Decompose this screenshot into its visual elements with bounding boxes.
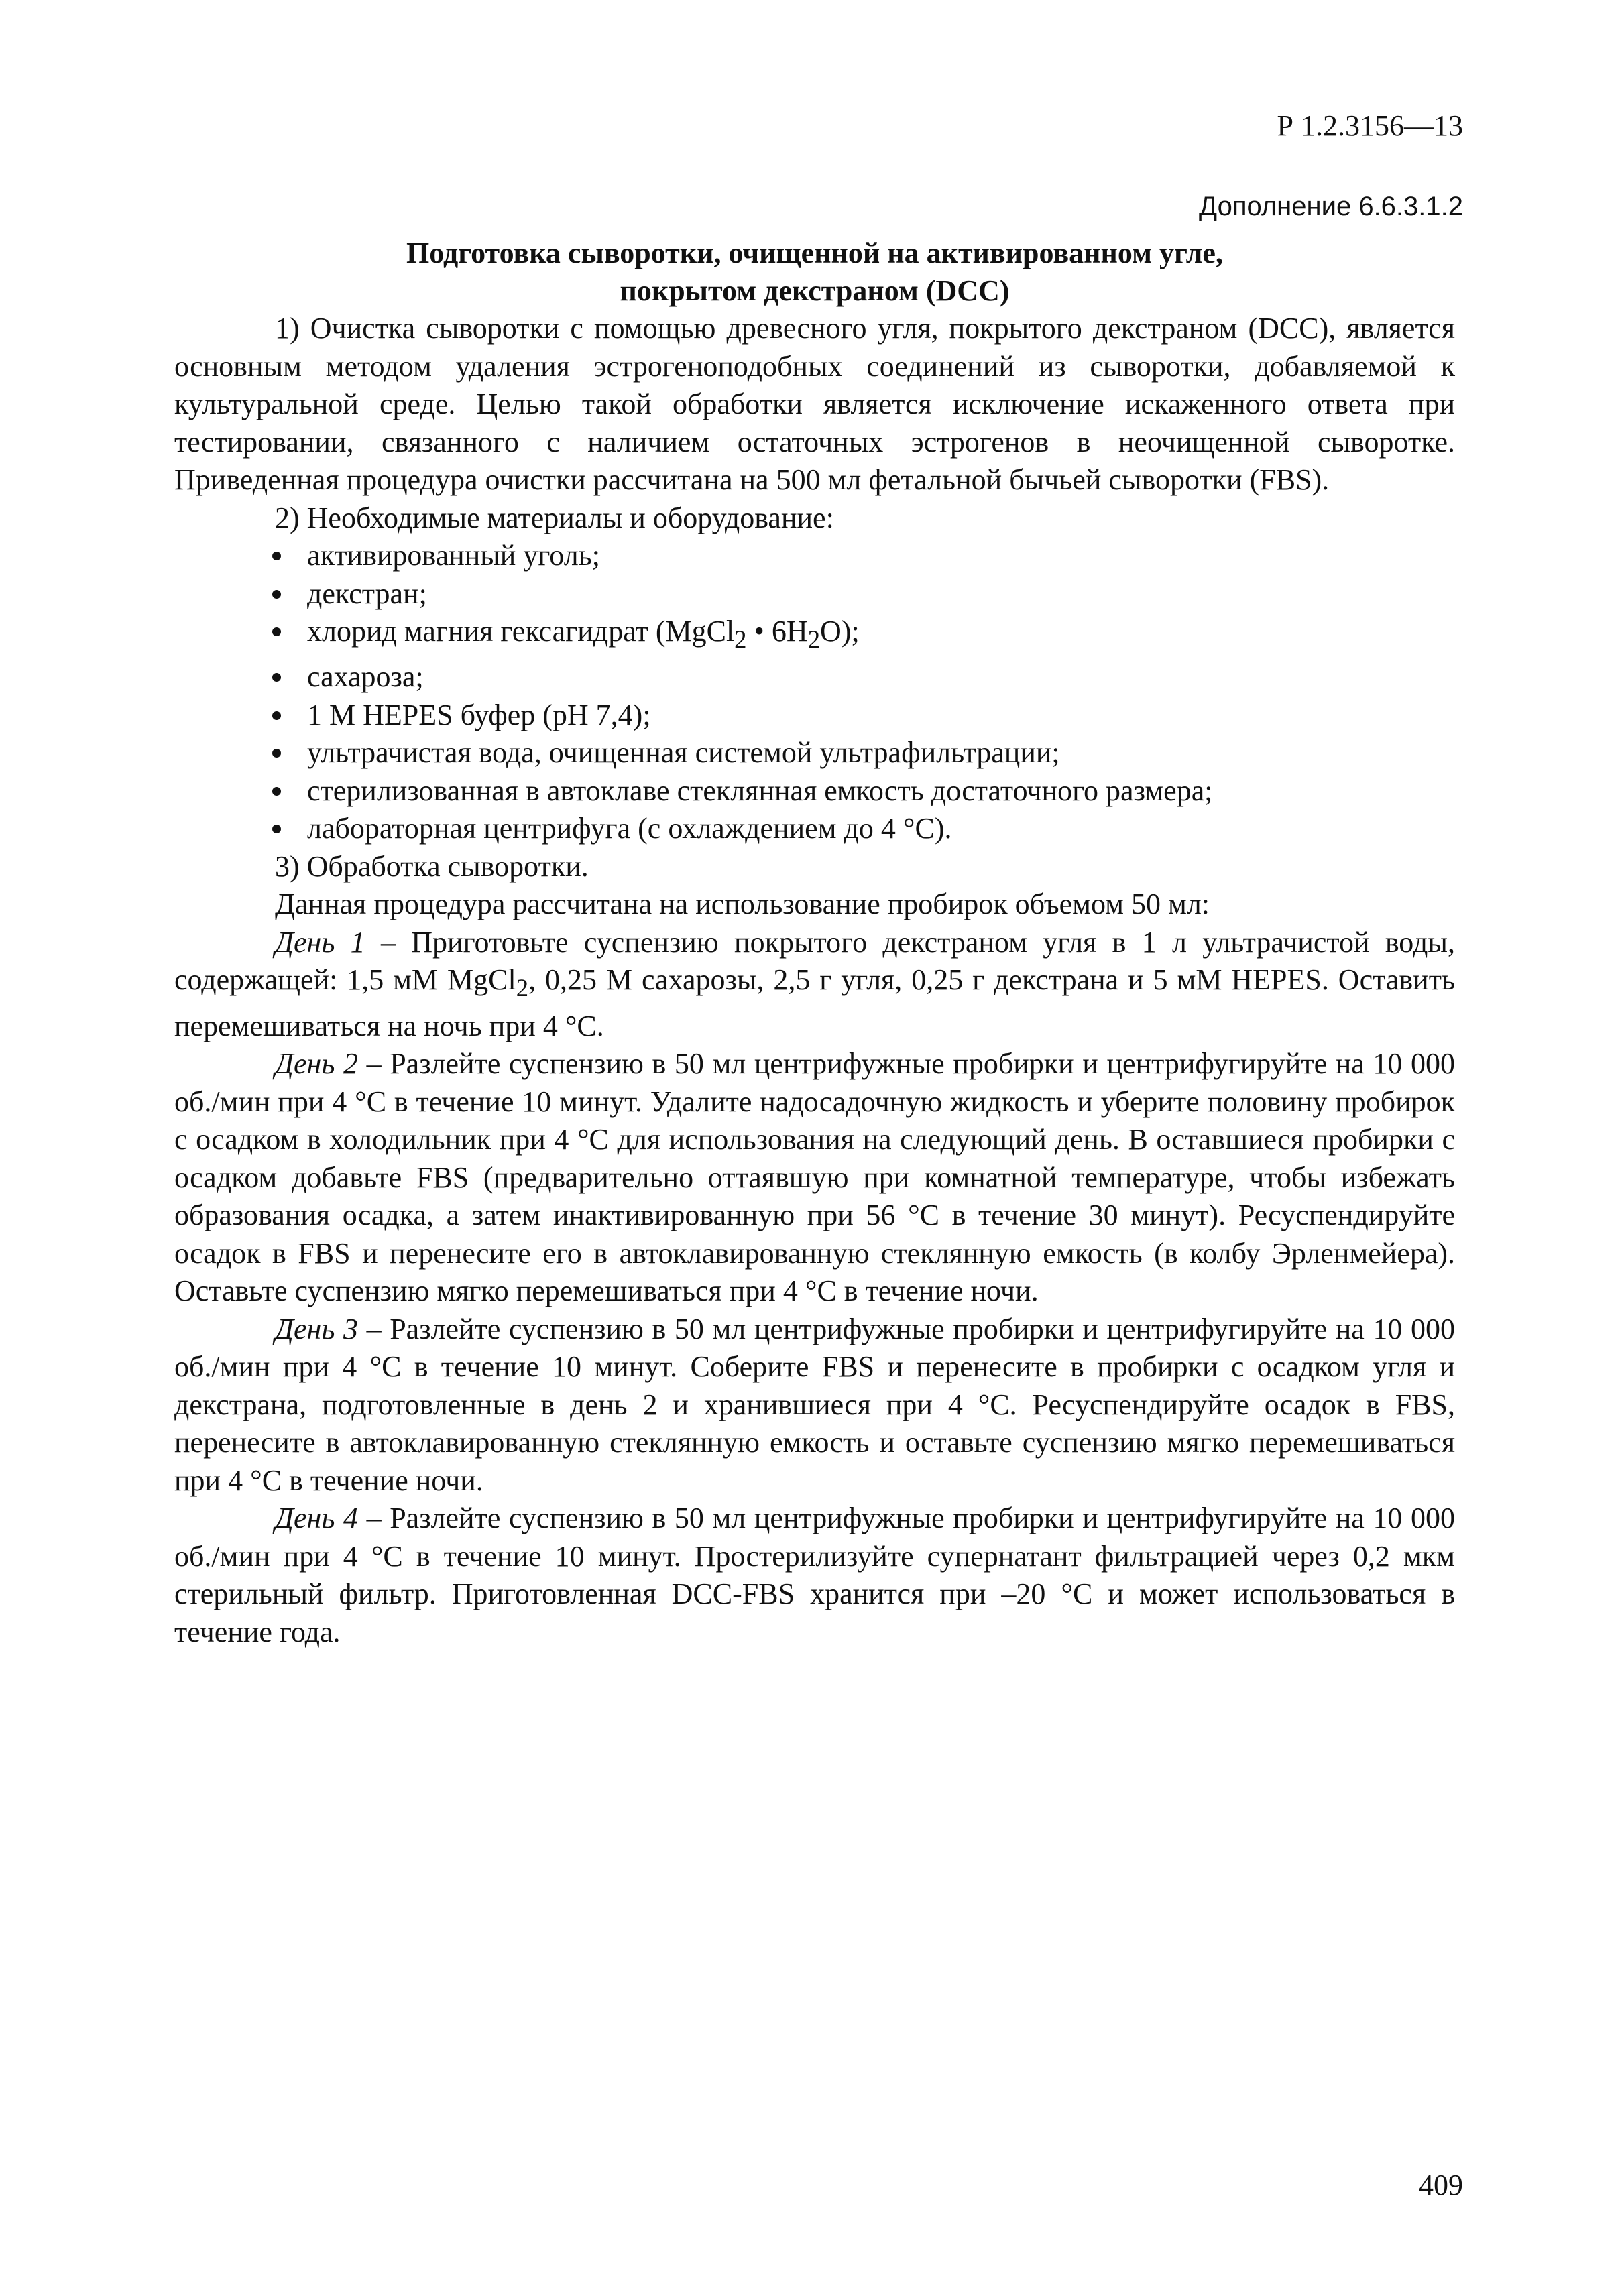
day-3-paragraph: День 3 – Разлейте суспензию в 50 мл центрифужные пробирки и центрифугируйте на 10 000 об./мин при 4 °C в течение 10 минут. Соберите FBS и перенесите в пробирки с осадком угля и декстрана, подготовленные в день 2 и хранившиеся при 4 °C. Ресуспендируйте осадок в FBS, перенесите в автоклавированную стеклянную емкость и оставьте суспензию мягко перемешиваться при 4 °C в течение ночи. [174,1312,1456,1497]
day-label: День 1 [275,925,365,959]
list-item: ультрачистая вода, очищенная системой ультрафильтрации; [307,736,1060,770]
title-line-2: покрытом декстраном (DCC) [620,274,1010,307]
document-body [174,310,1455,1651]
list-item: 1 М HEPES буфер (pH 7,4); [307,698,651,731]
materials-list [174,537,1455,848]
day-label: День 4 [275,1502,358,1535]
list-item: лабораторная центрифуга (с охлаждением до 4 °C). [307,812,952,845]
paragraph-purpose: 1) Очистка сыворотки с помощью древесного угля, покрытого декстраном (DCC), является основным методом удаления эстрогеноподобных соединений из сыворотки, добавляемой к культуральной среде. Целью такой обработки является исключение искаженного ответа при тестировании, связанного с наличием остаточных эстрогенов в неочищенной сыворотке. Приведенная процедура очистки рассчитана на 500 мл фетальной бычьей сыворотки (FBS). [174,312,1455,496]
list-item: декстран; [307,577,427,610]
day-label: День 3 [275,1312,358,1345]
processing-intro: Данная процедура рассчитана на использование пробирок объемом 50 мл: [275,888,1210,921]
day-4-paragraph: День 4 – Разлейте суспензию в 50 мл центрифужные пробирки и центрифугируйте на 10 000 об./мин при 4 °C в течение 10 минут. Простерилизуйте супернатант фильтрацией через 0,2 мкм стерильный фильтр. Приготовленная DCC-FBS хранится при –20 °C и может использоваться в течение года. [174,1502,1456,1648]
page-number: 409 [1419,2169,1463,2201]
title-line-1: Подготовка сыворотки, очищенной на активированном угле, [406,237,1223,269]
day-label: День 2 [275,1047,358,1081]
day-1-paragraph: День 1 – Приготовьте суспензию покрытого декстраном угля в 1 л ультрачистой воды, содержащей: 1,5 мМ MgCl$_2$, 0,25 М сахарозы, 2,5 г угля, 0,25 г декстрана и 5 мМ HEPES. Оставить перемешиваться на ночь при 4 °C. [174,925,1456,1042]
supplement-label: Дополнение 6.6.3.1.2 [1199,192,1463,221]
section-title [174,235,1455,310]
list-item: стерилизованная в автоклаве стеклянная емкость достаточного размера; [307,774,1213,807]
list-item: активированный уголь; [307,539,600,572]
materials-heading: 2) Необходимые материалы и оборудование: [275,501,834,534]
day-2-paragraph: День 2 – Разлейте суспензию в 50 мл центрифужные пробирки и центрифугируйте на 10 000 об./мин при 4 °C в течение 10 минут. Удалите надосадочную жидкость и уберите половину пробирок с осадком в холодильник при 4 °C для использования на следующий день. В оставшиеся пробирки с осадком добавьте FBS (предварительно оттаявшую при комнатной температуре, чтобы избежать образования осадка, а затем инактивированную при 56 °C в течение 30 минут). Ресуспендируйте осадок в FBS и перенесите его в автоклавированную стеклянную емкость (в колбу Эрленмейера). Оставьте суспензию мягко перемешиваться при 4 °C в течение ночи. [174,1047,1456,1308]
processing-heading: 3) Обработка сыворотки. [275,849,589,883]
list-item: сахароза; [307,660,424,694]
list-item: хлорид магния гексагидрат (MgCl$_2$ • $6H_2O$); [307,615,860,653]
document-code: Р 1.2.3156—13 [1277,109,1463,142]
